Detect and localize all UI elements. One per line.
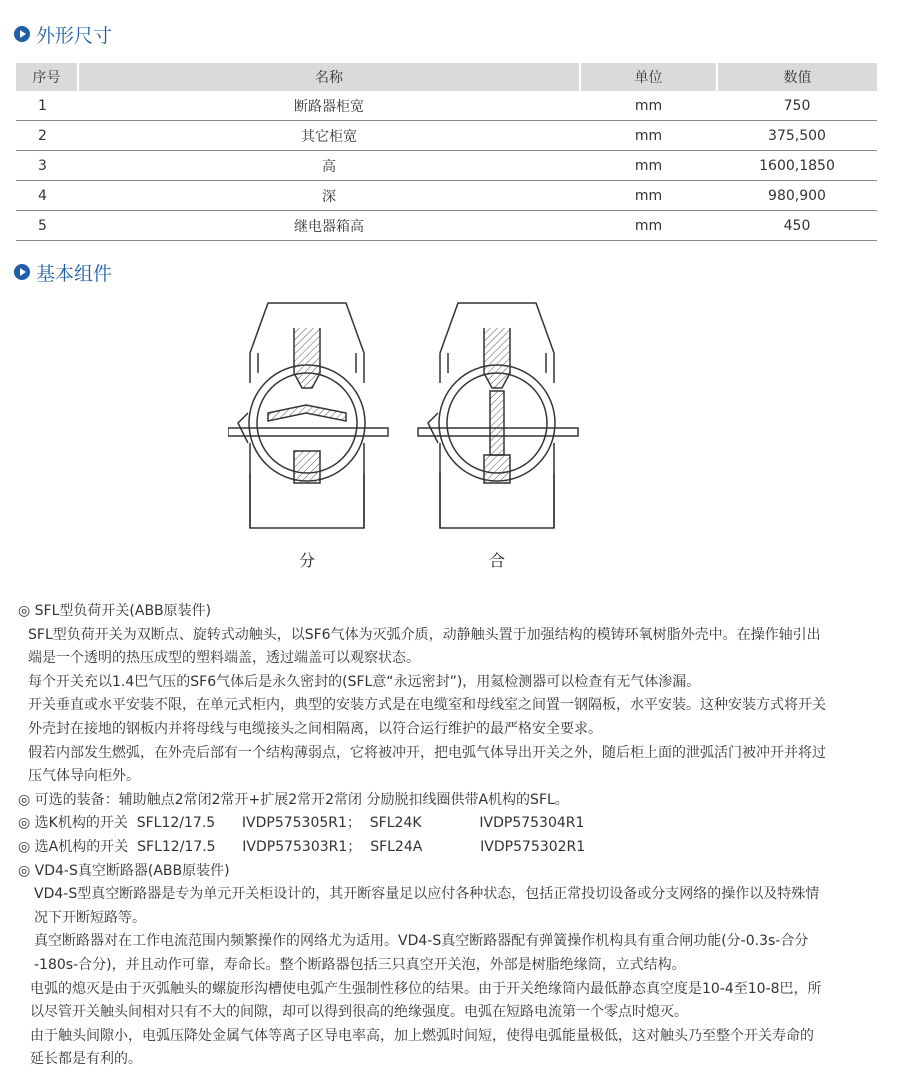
text-line: VD4-S型真空断路器是专为单元开关柜设计的，其开断容量足以应付各种状态，包括正常投切设备或分支网络的操作以及特殊情 (34, 886, 820, 903)
text-line: 况下开断短路等。 (34, 909, 146, 926)
cell-index: 2 (16, 121, 78, 151)
cell-value: 375,500 (717, 121, 877, 151)
text-line: 每个开关充以1.4巴气压的SF6气体后是永久密封的(SFL意“永远密封”)，用氦检测器可以检查有无气体渗漏。 (28, 673, 701, 690)
cell-index: 3 (16, 151, 78, 181)
text-line: 电弧的熄灭是由于灭弧触头的螺旋形沟槽使电弧产生强制性移位的结果。由于开关绝缘筒内最低静态真空度是10-4至10-8巴，所 (30, 980, 822, 997)
table-row (16, 181, 877, 211)
section-title-dimensions (14, 20, 112, 48)
cell-unit: mm (580, 121, 717, 151)
header-name: 名称 (78, 63, 580, 91)
cell-index: 1 (16, 91, 78, 121)
cell-name: 继电器箱高 (78, 211, 580, 241)
text-line: -180s-合分)，并且动作可靠，寿命长。整个断路器包括三只真空开关泡，外部是树脂绝缘筒，立式结构。 (34, 956, 686, 973)
text-line: 压气体导向柜外。 (28, 768, 140, 785)
dimensions-table (16, 63, 877, 241)
cell-value: 1600,1850 (717, 151, 877, 181)
text-line: 由于触头间隙小，电弧压降处金属气体等离子区导电率高，加上燃弧时间短，使得电弧能量极低，这对触头乃至整个开关寿命的 (30, 1027, 814, 1044)
table-row (16, 151, 877, 181)
switch-diagram (228, 293, 588, 583)
switch-open-figure (228, 303, 388, 528)
text-line-bullet: ◎ 可选的装备：辅助触点2常闭2常开+扩展2常开2常闭 分励脱扣线圈供带A机构的SFL。 (18, 791, 569, 808)
table-header-row (16, 63, 877, 91)
cell-index: 4 (16, 181, 78, 211)
cell-unit: mm (580, 211, 717, 241)
text-line: 外壳封在接地的钢板内并将母线与电缆接头之间相隔离，以符合运行维护的最严格安全要求。 (28, 720, 602, 737)
text-line: 假若内部发生燃弧，在外壳后部有一个结构薄弱点，它将被冲开，把电弧气体导出开关之外，随后柜上面的泄弧活门被冲开并将过 (28, 744, 826, 761)
cell-unit: mm (580, 181, 717, 211)
cell-unit: mm (580, 151, 717, 181)
section-title-text: 外形尺寸 (36, 24, 113, 47)
figure-label-open: 分 (299, 551, 316, 570)
text-line-bullet: ◎ 选A机构的开关 SFL12/17.5 IVDP575303R1； SFL24A IVDP575302R1 (18, 838, 586, 855)
arrow-circle-icon (14, 26, 30, 42)
text-line: SFL型负荷开关为双断点、旋转式动触头，以SF6气体为灭弧介质，动静触头置于加强结构的模铸环氧树脂外壳中。在操作轴引出 (28, 626, 821, 643)
text-line-bullet: ◎ 选K机构的开关 SFL12/17.5 IVDP575305R1； SFL24K IVDP575304R1 (18, 815, 585, 832)
switch-closed-figure (418, 303, 578, 528)
cell-value: 980,900 (717, 181, 877, 211)
text-line: 开关垂直或水平安装不限，在单元式柜内，典型的安装方式是在电缆室和母线室之间置一钢隔板，水平安装。这种安装方式将开关 (28, 697, 826, 714)
cell-value: 750 (717, 91, 877, 121)
text-line-bullet: ◎ VD4-S真空断路器(ABB原装件) (18, 862, 230, 879)
cell-name: 断路器柜宽 (78, 91, 580, 121)
header-index: 序号 (16, 63, 78, 91)
arrow-circle-icon (14, 264, 30, 280)
table-row (16, 121, 877, 151)
section-title-text: 基本组件 (36, 262, 113, 285)
section-title-components (14, 258, 112, 286)
text-line: 端是一个透明的热压成型的塑料端盖，透过端盖可以观察状态。 (28, 650, 420, 667)
text-line: 真空断路器对在工作电流范围内频繁操作的网络尤为适用。VD4-S真空断路器配有弹簧操作机构具有重合闸功能(分-0.3s-合分 (34, 933, 809, 950)
text-line-bullet: ◎ SFL型负荷开关(ABB原装件) (18, 603, 212, 619)
cell-name: 深 (78, 181, 580, 211)
cell-name: 其它柜宽 (78, 121, 580, 151)
header-unit: 单位 (580, 63, 717, 91)
cell-name: 高 (78, 151, 580, 181)
table-row (16, 211, 877, 241)
figure-label-closed: 合 (489, 551, 506, 570)
table-row (16, 91, 877, 121)
description-text (18, 600, 888, 1072)
cell-unit: mm (580, 91, 717, 121)
text-line: 以尽管开关触头间相对只有不大的间隙，却可以得到很高的绝缘强度。电弧在短路电流第一个零点时熄灭。 (30, 1004, 688, 1021)
cell-value: 450 (717, 211, 877, 241)
text-line: 延长都是有利的。 (30, 1051, 142, 1068)
header-value: 数值 (717, 63, 877, 91)
cell-index: 5 (16, 211, 78, 241)
